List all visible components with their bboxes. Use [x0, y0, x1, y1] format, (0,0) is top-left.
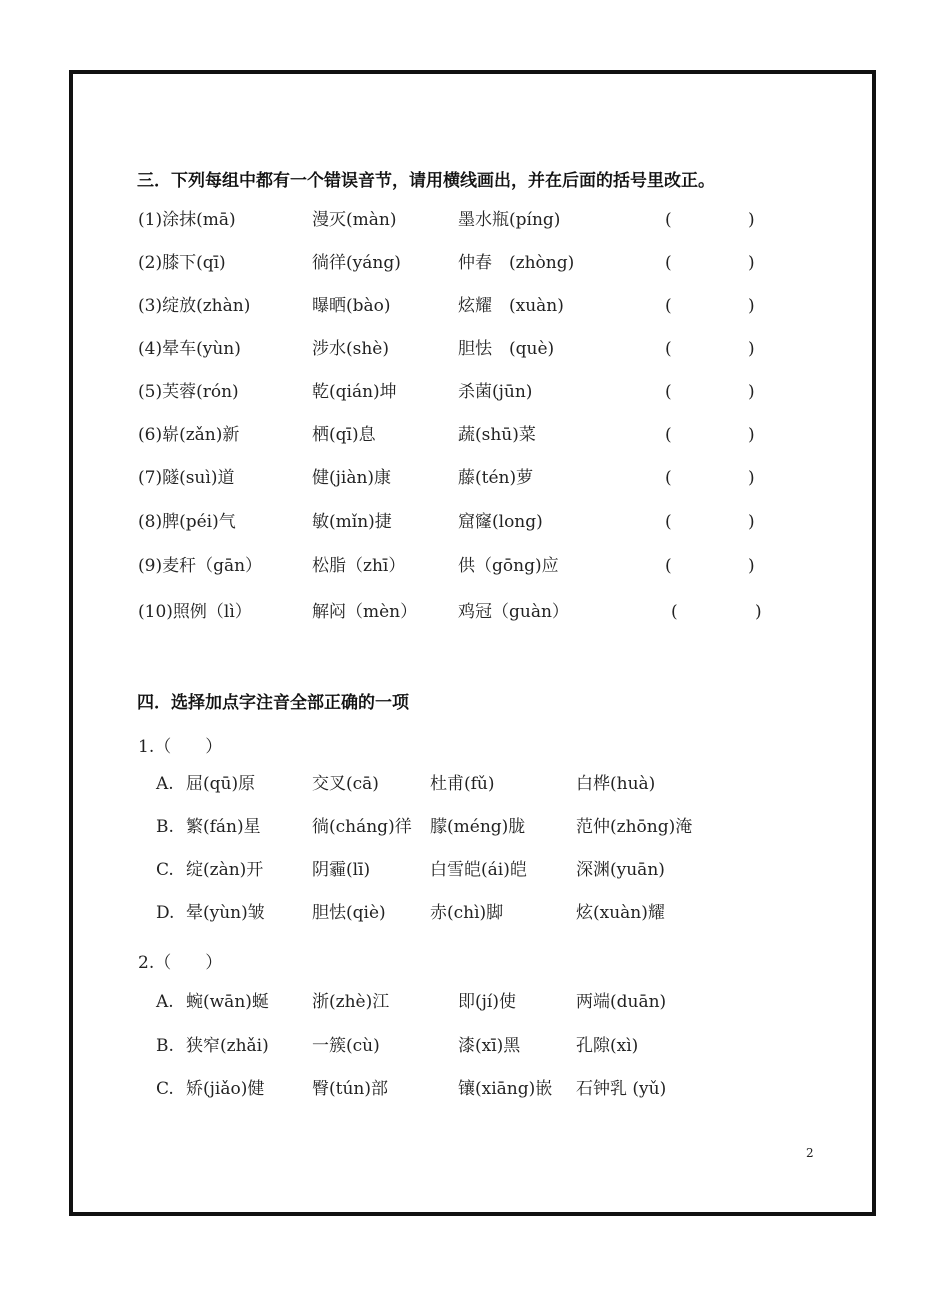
- s3-row-10: [0, 600, 950, 624]
- option-word-2: 阴霾(lī): [312, 860, 371, 880]
- s3-item-a: (9)麦秆（gān）: [138, 556, 263, 576]
- s3-item-b: 乾(qián)坤: [312, 382, 397, 402]
- option-word-1: 绽(zàn)开: [186, 860, 264, 880]
- option-word-1: 繁(fán)星: [186, 817, 261, 837]
- s3-item-a: (4)晕车(yùn): [138, 339, 241, 359]
- option-word-4: 两端(duān): [576, 992, 667, 1012]
- q1-option-c: [0, 858, 950, 882]
- s3-item-a: (10)照例（lì）: [138, 602, 252, 622]
- option-letter: C.: [156, 1079, 174, 1099]
- s3-item-c: 仲春 (zhòng): [458, 253, 575, 273]
- s3-item-a: (8)脾(péi)气: [138, 512, 236, 532]
- q1-option-a: [0, 772, 950, 796]
- s3-item-a: (2)膝下(qī): [138, 253, 226, 273]
- answer-paren-close: ): [755, 602, 762, 622]
- s3-item-c: 炫耀 (xuàn): [458, 296, 564, 316]
- s3-item-c: 胆怯 (què): [458, 339, 555, 359]
- answer-paren-open: (: [665, 382, 672, 402]
- q1-option-d: [0, 901, 950, 925]
- s3-item-a: (1)涂抹(mā): [138, 210, 236, 230]
- s3-row-5: [0, 380, 950, 404]
- option-letter: A.: [156, 992, 174, 1012]
- s3-row-7: [0, 466, 950, 490]
- s3-item-b: 曝晒(bào): [312, 296, 391, 316]
- section4-heading: 四．选择加点字注音全部正确的一项: [137, 693, 409, 713]
- s3-item-b: 涉水(shè): [312, 339, 389, 359]
- answer-paren-close: ): [748, 339, 755, 359]
- answer-paren-close: ): [748, 512, 755, 532]
- option-word-1: 屈(qū)原: [186, 774, 256, 794]
- section3-heading: 三．下列每组中都有一个错误音节，请用横线画出，并在后面的括号里改正。: [137, 171, 715, 191]
- s3-item-b: 栖(qī)息: [312, 425, 376, 445]
- option-word-3: 即(jí)使: [458, 992, 516, 1012]
- s3-item-b: 漫灭(màn): [312, 210, 397, 230]
- answer-paren-open: (: [665, 296, 672, 316]
- s3-item-a: (6)崭(zǎn)新: [138, 425, 240, 445]
- page-number: 2: [806, 1146, 814, 1160]
- option-word-3: 赤(chì)脚: [430, 903, 504, 923]
- s3-item-c: 墨水瓶(píng): [458, 210, 561, 230]
- answer-paren-close: ): [748, 296, 755, 316]
- option-word-2: 交叉(cā): [312, 774, 379, 794]
- option-word-4: 深渊(yuān): [576, 860, 665, 880]
- q2-option-c: [0, 1077, 950, 1101]
- answer-paren-open: (: [665, 468, 672, 488]
- s3-row-1: [0, 208, 950, 232]
- s3-item-b: 徜徉(yáng): [312, 253, 401, 273]
- q1-option-b: [0, 815, 950, 839]
- answer-paren-open: (: [665, 339, 672, 359]
- s3-item-a: (5)芙蓉(rón): [138, 382, 239, 402]
- s3-item-b: 解闷（mèn）: [312, 602, 418, 622]
- s3-row-2: [0, 251, 950, 275]
- answer-paren-close: ): [748, 468, 755, 488]
- option-letter: A.: [156, 774, 174, 794]
- s3-item-c: 杀菌(jūn): [458, 382, 533, 402]
- option-letter: D.: [156, 903, 175, 923]
- answer-paren-close: ): [748, 425, 755, 445]
- answer-paren-close: ): [748, 382, 755, 402]
- answer-paren-open: (: [671, 602, 678, 622]
- option-word-4: 石钟乳 (yǔ): [576, 1079, 667, 1099]
- option-word-4: 孔隙(xì): [576, 1036, 639, 1056]
- option-letter: B.: [156, 817, 174, 837]
- s3-item-c: 蔬(shū)菜: [458, 425, 536, 445]
- s3-item-b: 敏(mǐn)捷: [312, 512, 392, 532]
- s3-row-3: [0, 294, 950, 318]
- answer-paren-open: (: [665, 425, 672, 445]
- option-word-1: 晕(yùn)皱: [186, 903, 265, 923]
- option-word-1: 狭窄(zhǎi): [186, 1036, 269, 1056]
- s3-item-c: 藤(tén)萝: [458, 468, 534, 488]
- answer-paren-close: ): [748, 556, 755, 576]
- option-word-4: 白桦(huà): [576, 774, 656, 794]
- option-word-3: 漆(xī)黑: [458, 1036, 521, 1056]
- s3-row-6: [0, 423, 950, 447]
- s3-item-c: 窟窿(long): [458, 512, 543, 532]
- option-word-2: 一簇(cù): [312, 1036, 380, 1056]
- s3-item-b: 松脂（zhī）: [312, 556, 406, 576]
- option-letter: B.: [156, 1036, 174, 1056]
- answer-paren-open: (: [665, 210, 672, 230]
- s3-row-8: [0, 510, 950, 534]
- option-word-3: 镶(xiāng)嵌: [458, 1079, 553, 1099]
- question-2-label: 2.（ ）: [138, 953, 223, 973]
- answer-paren-open: (: [665, 253, 672, 273]
- option-word-3: 杜甫(fǔ): [430, 774, 495, 794]
- option-word-2: 臀(tún)部: [312, 1079, 388, 1099]
- answer-paren-close: ): [748, 253, 755, 273]
- option-word-2: 浙(zhè)江: [312, 992, 390, 1012]
- option-word-3: 朦(méng)胧: [430, 817, 526, 837]
- s3-row-9: [0, 554, 950, 578]
- answer-paren-close: ): [748, 210, 755, 230]
- option-word-1: 矫(jiǎo)健: [186, 1079, 265, 1099]
- q2-option-b: [0, 1034, 950, 1058]
- s3-row-4: [0, 337, 950, 361]
- option-word-2: 徜(cháng)徉: [312, 817, 412, 837]
- s3-item-a: (7)隧(suì)道: [138, 468, 235, 488]
- option-letter: C.: [156, 860, 174, 880]
- option-word-1: 蜿(wān)蜒: [186, 992, 269, 1012]
- q2-option-a: [0, 990, 950, 1014]
- option-word-4: 范仲(zhōng)淹: [576, 817, 693, 837]
- answer-paren-open: (: [665, 556, 672, 576]
- option-word-3: 白雪皑(ái)皑: [430, 860, 527, 880]
- s3-item-a: (3)绽放(zhàn): [138, 296, 251, 316]
- s3-item-b: 健(jiàn)康: [312, 468, 392, 488]
- s3-item-c: 供（gōng)应: [458, 556, 559, 576]
- option-word-2: 胆怯(qiè): [312, 903, 386, 923]
- question-1-label: 1.（ ）: [138, 737, 223, 757]
- option-word-4: 炫(xuàn)耀: [576, 903, 665, 923]
- s3-item-c: 鸡冠（guàn）: [458, 602, 569, 622]
- answer-paren-open: (: [665, 512, 672, 532]
